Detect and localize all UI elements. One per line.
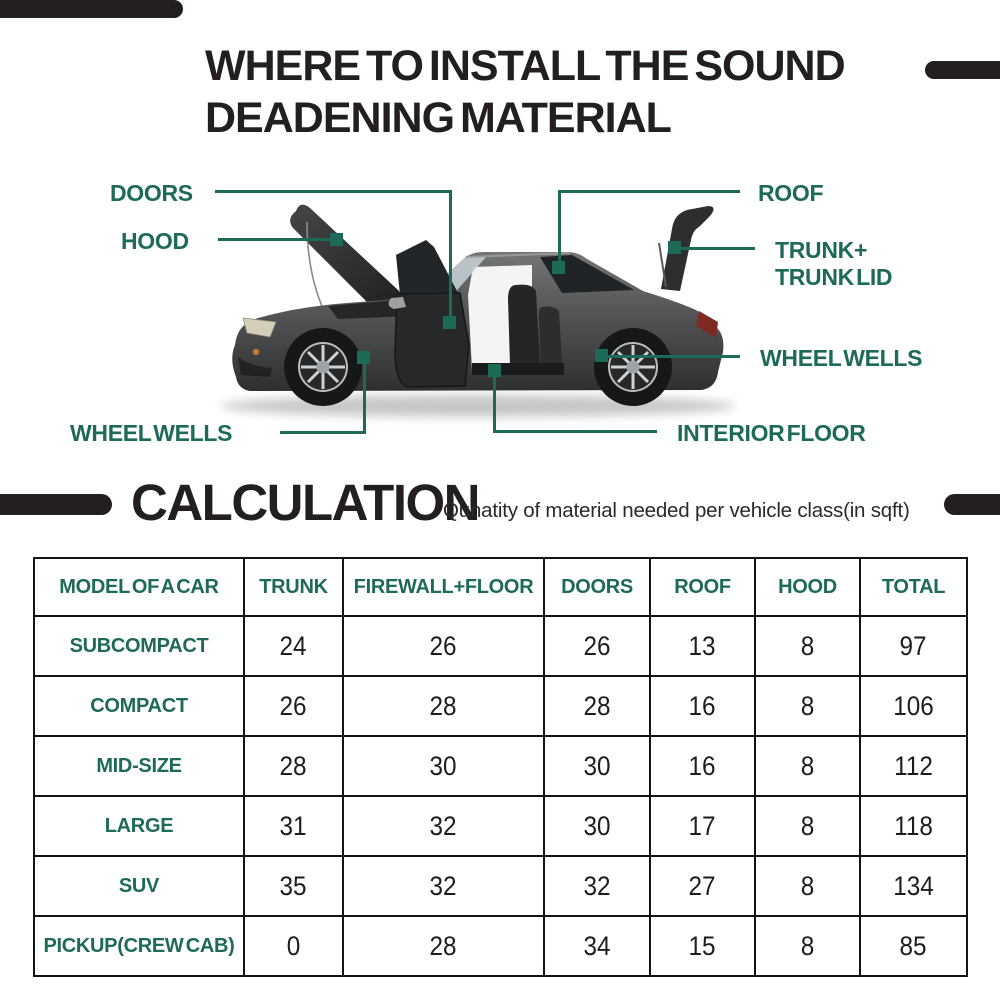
cell-total: 85 <box>860 916 967 976</box>
wheel-wells-left-callout-marker <box>357 351 370 364</box>
label-roof: ROOF <box>758 180 824 206</box>
cell-hood: 8 <box>755 916 860 976</box>
side-mirror <box>389 297 406 309</box>
car-illustration <box>210 195 770 435</box>
driver-seat <box>508 285 540 365</box>
calculation-heading: CALCULATION <box>131 474 479 531</box>
interior-floor-callout-line-vertical <box>493 371 496 433</box>
cell-firewall-floor: 28 <box>343 916 544 976</box>
table-row <box>34 916 967 976</box>
label-doors: DOORS <box>110 180 193 206</box>
cell-model: SUV <box>34 856 244 916</box>
cell-model: COMPACT <box>34 676 244 736</box>
cell-total: 118 <box>860 796 967 856</box>
label-wheel-wells-right: WHEEL WELLS <box>760 345 923 371</box>
car-shadow <box>220 395 736 417</box>
open-door-panel <box>395 293 469 387</box>
rear-seat <box>539 307 562 364</box>
cell-firewall-floor: 32 <box>343 856 544 916</box>
header-cell-model: MODEL OF A CAR <box>34 558 244 616</box>
roof-callout-line <box>558 190 740 193</box>
wheel-wells-right-callout-line <box>602 355 740 358</box>
doors-callout-line <box>215 190 452 193</box>
roof-callout-line-vertical <box>558 190 561 269</box>
cell-trunk: 35 <box>244 856 343 916</box>
cell-model: SUBCOMPACT <box>34 616 244 676</box>
title-left-bar <box>0 0 183 18</box>
cell-model: MID-SIZE <box>34 736 244 796</box>
cell-hood: 8 <box>755 856 860 916</box>
page-title-line1: WHERE TO INSTALL THE SOUND <box>205 42 845 90</box>
cell-doors: 34 <box>544 916 650 976</box>
cell-total: 106 <box>860 676 967 736</box>
header-cell-total: TOTAL <box>860 558 967 616</box>
cell-hood: 8 <box>755 616 860 676</box>
wheel-wells-left-callout-line <box>280 431 366 434</box>
cell-trunk: 28 <box>244 736 343 796</box>
label-trunk-line1: TRUNK+ <box>775 237 868 263</box>
front-wheel <box>284 328 362 406</box>
table-row <box>34 736 967 796</box>
cell-hood: 8 <box>755 796 860 856</box>
cell-model: LARGE <box>34 796 244 856</box>
cell-doors: 30 <box>544 796 650 856</box>
cell-doors: 30 <box>544 736 650 796</box>
cell-hood: 8 <box>755 736 860 796</box>
cell-roof: 13 <box>650 616 755 676</box>
header-cell-firewall-floor: FIREWALL+FLOOR <box>343 558 544 616</box>
hood-callout-line <box>218 238 339 241</box>
cell-roof: 27 <box>650 856 755 916</box>
roof-callout-marker <box>552 261 565 274</box>
label-trunk-line2: TRUNK LID <box>775 264 893 290</box>
header-cell-roof: ROOF <box>650 558 755 616</box>
interior-floor-callout-line <box>493 430 657 433</box>
hood-callout-marker <box>330 233 343 246</box>
doors-callout-marker <box>443 316 456 329</box>
table-row <box>34 616 967 676</box>
cell-roof: 17 <box>650 796 755 856</box>
header-cell-doors: DOORS <box>544 558 650 616</box>
table-header-row <box>34 558 967 616</box>
trunk-strut <box>659 243 666 287</box>
cell-trunk: 31 <box>244 796 343 856</box>
cell-total: 134 <box>860 856 967 916</box>
title-right-bar <box>925 61 1000 79</box>
cell-doors: 28 <box>544 676 650 736</box>
material-quantity-table <box>33 557 968 977</box>
rear-wheel <box>594 328 672 406</box>
calculation-left-bar <box>0 494 112 515</box>
cell-total: 112 <box>860 736 967 796</box>
cell-trunk: 24 <box>244 616 343 676</box>
label-hood: HOOD <box>121 228 189 254</box>
label-wheel-wells-left: WHEEL WELLS <box>70 420 233 446</box>
doors-callout-line-vertical <box>449 190 452 324</box>
calculation-subtitle: Qunatity of material needed per vehicle class(in sqft) <box>443 499 910 522</box>
interior-floor-callout-marker <box>488 364 501 377</box>
table-row <box>34 856 967 916</box>
table-row <box>34 796 967 856</box>
trunk-callout-marker <box>668 241 681 254</box>
cell-roof: 16 <box>650 676 755 736</box>
cell-firewall-floor: 28 <box>343 676 544 736</box>
wheel-wells-left-callout-line-vertical <box>363 358 366 434</box>
open-hood <box>290 205 402 309</box>
label-trunk <box>775 237 892 291</box>
label-interior-floor: INTERIOR FLOOR <box>677 420 866 446</box>
page-title-line2: DEADENING MATERIAL <box>205 94 671 142</box>
calculation-right-bar <box>944 494 1000 515</box>
front-marker-light <box>253 349 259 355</box>
cell-trunk: 0 <box>244 916 343 976</box>
cell-trunk: 26 <box>244 676 343 736</box>
cell-doors: 26 <box>544 616 650 676</box>
trunk-callout-line <box>676 247 755 250</box>
cell-firewall-floor: 30 <box>343 736 544 796</box>
cell-total: 97 <box>860 616 967 676</box>
page-title <box>205 40 925 144</box>
header-cell-trunk: TRUNK <box>244 558 343 616</box>
cell-firewall-floor: 26 <box>343 616 544 676</box>
cell-hood: 8 <box>755 676 860 736</box>
cell-firewall-floor: 32 <box>343 796 544 856</box>
cell-doors: 32 <box>544 856 650 916</box>
table-row <box>34 676 967 736</box>
cell-model: PICKUP(CREW CAB) <box>34 916 244 976</box>
cell-roof: 15 <box>650 916 755 976</box>
cell-roof: 16 <box>650 736 755 796</box>
interior-floor-sill <box>472 363 564 375</box>
wheel-wells-right-callout-marker <box>595 349 608 362</box>
header-cell-hood: HOOD <box>755 558 860 616</box>
